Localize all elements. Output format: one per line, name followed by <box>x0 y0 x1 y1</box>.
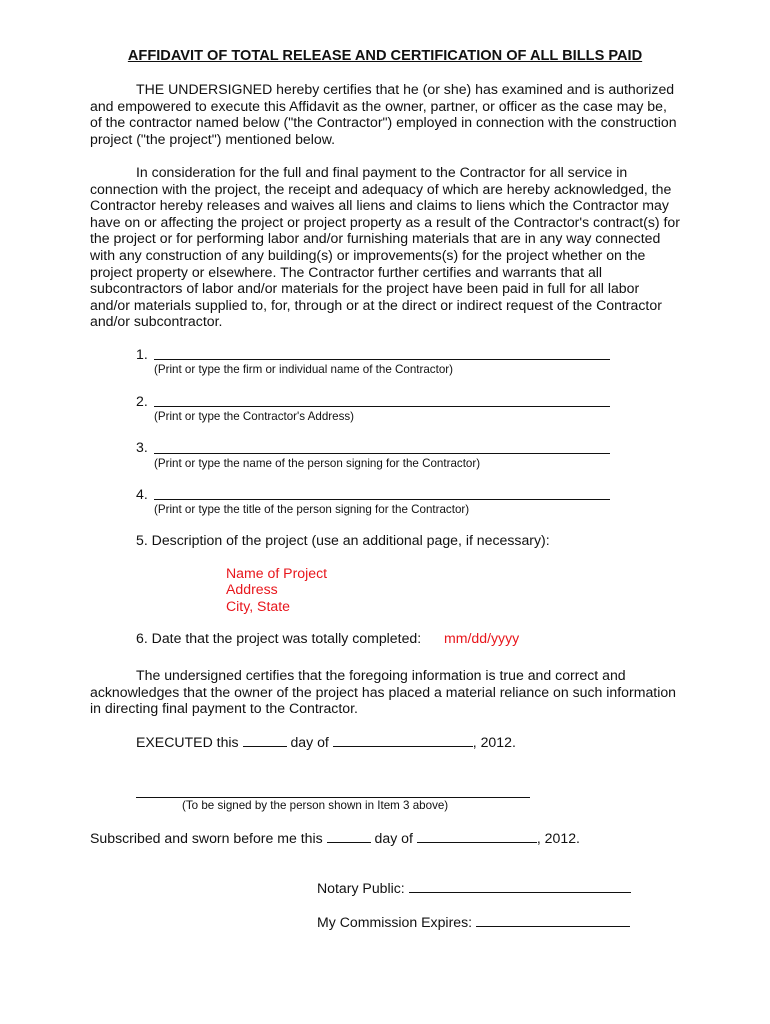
commission-label: My Commission Expires: <box>317 914 473 930</box>
certification-paragraph <box>90 667 682 717</box>
signature-field[interactable] <box>136 797 530 798</box>
item-1-caption: (Print or type the firm or individual name of the Contractor) <box>154 363 453 376</box>
signer-name-field[interactable] <box>154 453 610 454</box>
commission-expires-field[interactable] <box>476 914 630 927</box>
sworn-month-field[interactable] <box>417 830 537 843</box>
commission-line <box>317 914 630 930</box>
completion-date-value[interactable]: mm/dd/yyyy <box>444 630 520 646</box>
executed-mid: day of <box>290 734 329 750</box>
item-6-label: 6. Date that the project was totally completed: <box>136 630 422 646</box>
project-address-value[interactable]: Address <box>226 581 278 597</box>
executed-line <box>136 734 516 750</box>
sworn-mid: day of <box>374 830 413 846</box>
executed-day-field[interactable] <box>243 734 287 747</box>
sworn-prefix: Subscribed and sworn before me this <box>90 830 323 846</box>
item-3-number: 3. <box>136 439 148 455</box>
certification-paragraph-text: The undersigned certifies that the foregoing information is true and correct and acknowledges that the owner of the project has placed a material reliance on such information in directing final payment to the Contractor. <box>90 667 677 717</box>
intro-paragraph-text: THE UNDERSIGNED hereby certifies that he (or she) has examined and is authorized and empowered to execute this Affidavit as the owner, partner, or officer as the case may be, of the contractor named below ("the Contractor") employed in connection with the construction project ("the project") mentioned below. <box>90 81 677 147</box>
item-4-number: 4. <box>136 486 148 502</box>
sworn-line <box>90 830 580 846</box>
item-1-number: 1. <box>136 346 148 362</box>
executed-suffix: , 2012. <box>472 734 516 750</box>
item-2-number: 2. <box>136 393 148 409</box>
notary-public-field[interactable] <box>409 880 631 893</box>
document-title: AFFIDAVIT OF TOTAL RELEASE AND CERTIFICATION OF ALL BILLS PAID <box>127 48 643 64</box>
notary-label: Notary Public: <box>317 880 405 896</box>
executed-month-field[interactable] <box>333 734 473 747</box>
signer-title-field[interactable] <box>154 499 610 500</box>
project-name-value[interactable]: Name of Project <box>226 565 328 581</box>
sworn-suffix: , 2012. <box>536 830 580 846</box>
intro-paragraph <box>90 81 682 147</box>
project-city-state-value[interactable]: City, State <box>226 598 290 614</box>
signature-caption: (To be signed by the person shown in Item 3 above) <box>182 799 449 812</box>
notary-line <box>317 880 631 896</box>
sworn-day-field[interactable] <box>327 830 371 843</box>
executed-prefix: EXECUTED this <box>136 734 239 750</box>
consideration-paragraph <box>90 164 682 330</box>
item-2-caption: (Print or type the Contractor's Address) <box>154 410 355 423</box>
item-4-caption: (Print or type the title of the person signing for the Contractor) <box>154 503 470 516</box>
contractor-name-field[interactable] <box>154 359 610 360</box>
item-5-label: 5. Description of the project (use an additional page, if necessary): <box>136 532 550 548</box>
item-3-caption: (Print or type the name of the person signing for the Contractor) <box>154 457 481 470</box>
contractor-address-field[interactable] <box>154 406 610 407</box>
consideration-paragraph-text: In consideration for the full and final payment to the Contractor for all service in connection with the project, the receipt and adequacy of which are hereby acknowledged, the Contractor hereby releases and waives all liens and claims to liens which the Contractor may have on or affecting the project or project property as a result of the Contractor's contract(s) for the project or for performing labor and/or furnishing materials that are in any way connected with any construction of any building(s) or improvements(s) for the project whether on the project property or elsewhere. The Contractor further certifies and warrants that all subcontractors of labor and/or materials for the project have been paid in full for all labor and/or materials supplied to, for, through or at the direct or indirect request of the Contractor and/or subcontractor. <box>90 164 680 330</box>
